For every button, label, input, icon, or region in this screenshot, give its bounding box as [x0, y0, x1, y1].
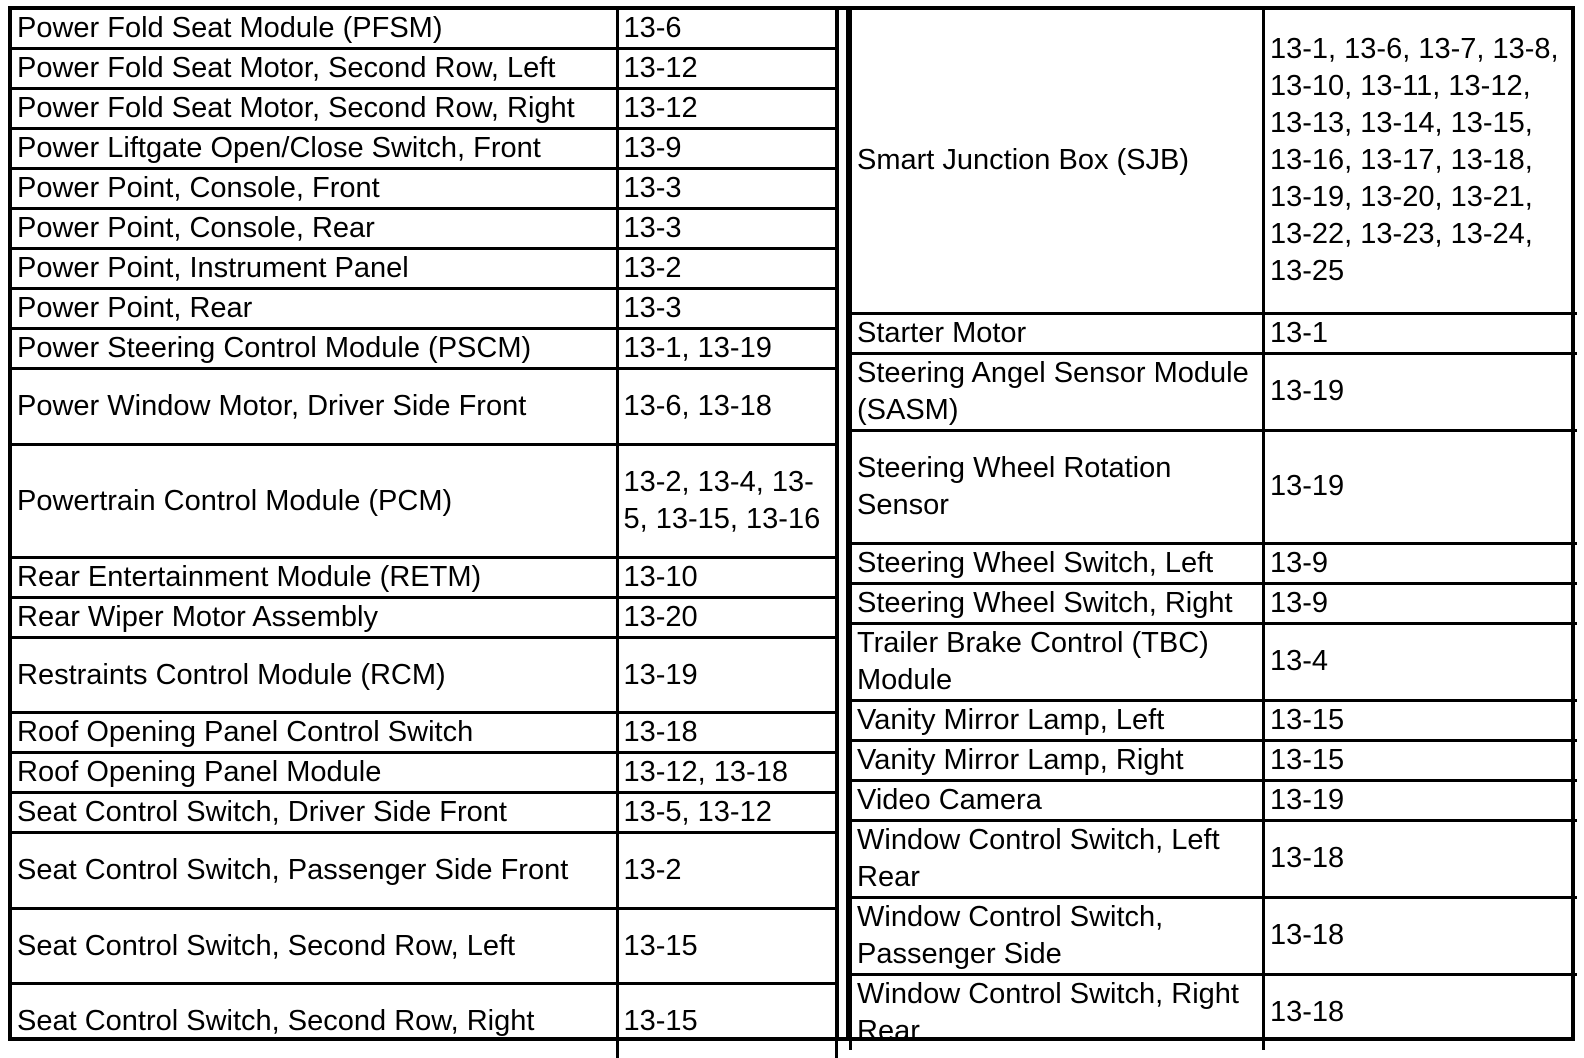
page-references: 13-15 — [617, 909, 836, 984]
page-references: 13-19 — [1264, 780, 1577, 820]
page-references: 13-9 — [617, 129, 836, 169]
page-references: 13-2 — [617, 249, 836, 289]
page-references: 13-12 — [617, 49, 836, 89]
page-references: 13-5, 13-12 — [617, 793, 836, 833]
component-name: Power Point, Console, Front — [12, 169, 617, 209]
component-name: Window Control Switch, Passenger Side — [851, 897, 1264, 974]
table-row — [851, 740, 1577, 780]
component-name: Seat Control Switch, Passenger Side Front — [12, 833, 617, 909]
component-name: Roof Opening Panel Control Switch — [12, 713, 617, 753]
component-name: Steering Wheel Switch, Left — [851, 543, 1264, 583]
component-name: Window Control Switch, Left Rear — [851, 820, 1264, 897]
table-row — [12, 289, 836, 329]
component-name: Window Control Switch, Right Rear — [851, 974, 1264, 1050]
page-references: 13-2 — [617, 833, 836, 909]
page-references: 13-12, 13-18 — [617, 753, 836, 793]
table-row — [12, 833, 836, 909]
table-row — [851, 430, 1577, 543]
page-references: 13-3 — [617, 169, 836, 209]
component-index-frame — [8, 6, 1575, 1047]
component-name: Steering Wheel Rotation Sensor — [851, 430, 1264, 543]
page-references: 13-1 — [1264, 313, 1577, 353]
page-references: 13-18 — [1264, 820, 1577, 897]
table-row — [851, 700, 1577, 740]
component-name: Steering Wheel Switch, Right — [851, 583, 1264, 623]
table-row — [851, 353, 1577, 430]
table-row — [12, 753, 836, 793]
page-references: 13-2, 13-4, 13-5, 13-15, 13-16 — [617, 445, 836, 558]
component-name: Power Fold Seat Motor, Second Row, Left — [12, 49, 617, 89]
table-row — [12, 129, 836, 169]
component-name: Trailer Brake Control (TBC) Module — [851, 623, 1264, 700]
table-row — [12, 598, 836, 638]
component-name: Power Point, Instrument Panel — [12, 249, 617, 289]
component-name: Power Point, Console, Rear — [12, 209, 617, 249]
page-references: 13-3 — [617, 289, 836, 329]
table-row — [851, 897, 1577, 974]
table-row — [12, 209, 836, 249]
table-row — [851, 623, 1577, 700]
component-name: Power Steering Control Module (PSCM) — [12, 329, 617, 369]
component-name: Vanity Mirror Lamp, Left — [851, 700, 1264, 740]
page-references: 13-20 — [617, 598, 836, 638]
page-references: 13-1, 13-6, 13-7, 13-8, 13-10, 13-11, 13-12, 13-13, 13-14, 13-15, 13-16, 13-17, 13-18, 13-19, 13-20, 13-21, 13-22, 13-23, 13-24, 13-25 — [1264, 10, 1577, 313]
table-row — [12, 369, 836, 445]
component-name: Power Fold Seat Module (PFSM) — [12, 10, 617, 49]
page-references: 13-6, 13-18 — [617, 369, 836, 445]
component-name: Powertrain Control Module (PCM) — [12, 445, 617, 558]
table-row — [851, 583, 1577, 623]
page-references: 13-19 — [617, 638, 836, 713]
component-name: Power Liftgate Open/Close Switch, Front — [12, 129, 617, 169]
component-name: Seat Control Switch, Second Row, Right — [12, 984, 617, 1058]
table-row — [12, 445, 836, 558]
page-references: 13-15 — [1264, 740, 1577, 780]
page-references: 13-12 — [617, 89, 836, 129]
table-row — [12, 793, 836, 833]
component-name: Smart Junction Box (SJB) — [851, 10, 1264, 313]
table-row — [12, 984, 836, 1058]
page-references: 13-10 — [617, 558, 836, 598]
component-name: Restraints Control Module (RCM) — [12, 638, 617, 713]
page-references: 13-18 — [617, 713, 836, 753]
table-row — [12, 49, 836, 89]
page-references: 13-19 — [1264, 430, 1577, 543]
table-row — [12, 249, 836, 289]
page-references: 13-9 — [1264, 543, 1577, 583]
page-references: 13-4 — [1264, 623, 1577, 700]
table-row — [12, 10, 836, 49]
page-references: 13-15 — [617, 984, 836, 1058]
component-name: Steering Angel Sensor Module (SASM) — [851, 353, 1264, 430]
page-references: 13-15 — [1264, 700, 1577, 740]
table-row — [12, 909, 836, 984]
table-row — [851, 820, 1577, 897]
table-row — [851, 543, 1577, 583]
component-index-table-right — [849, 10, 1577, 1050]
page-references: 13-19 — [1264, 353, 1577, 430]
component-name: Rear Entertainment Module (RETM) — [12, 558, 617, 598]
page-references: 13-18 — [1264, 897, 1577, 974]
page-references: 13-6 — [617, 10, 836, 49]
table-row — [12, 89, 836, 129]
component-name: Starter Motor — [851, 313, 1264, 353]
component-name: Vanity Mirror Lamp, Right — [851, 740, 1264, 780]
table-row — [12, 558, 836, 598]
component-name: Seat Control Switch, Driver Side Front — [12, 793, 617, 833]
component-name: Power Fold Seat Motor, Second Row, Right — [12, 89, 617, 129]
page-references: 13-18 — [1264, 974, 1577, 1050]
table-row — [851, 313, 1577, 353]
table-row — [12, 169, 836, 209]
component-name: Power Point, Rear — [12, 289, 617, 329]
page-references: 13-9 — [1264, 583, 1577, 623]
table-row — [12, 329, 836, 369]
table-row — [851, 10, 1577, 313]
page-references: 13-3 — [617, 209, 836, 249]
table-row — [851, 780, 1577, 820]
page-references: 13-1, 13-19 — [617, 329, 836, 369]
column-divider — [836, 10, 849, 1037]
component-name: Video Camera — [851, 780, 1264, 820]
table-row — [12, 638, 836, 713]
component-name: Roof Opening Panel Module — [12, 753, 617, 793]
component-name: Power Window Motor, Driver Side Front — [12, 369, 617, 445]
table-row — [12, 713, 836, 753]
table-row — [851, 974, 1577, 1050]
component-name: Seat Control Switch, Second Row, Left — [12, 909, 617, 984]
component-name: Rear Wiper Motor Assembly — [12, 598, 617, 638]
component-index-table-left — [12, 10, 838, 1058]
